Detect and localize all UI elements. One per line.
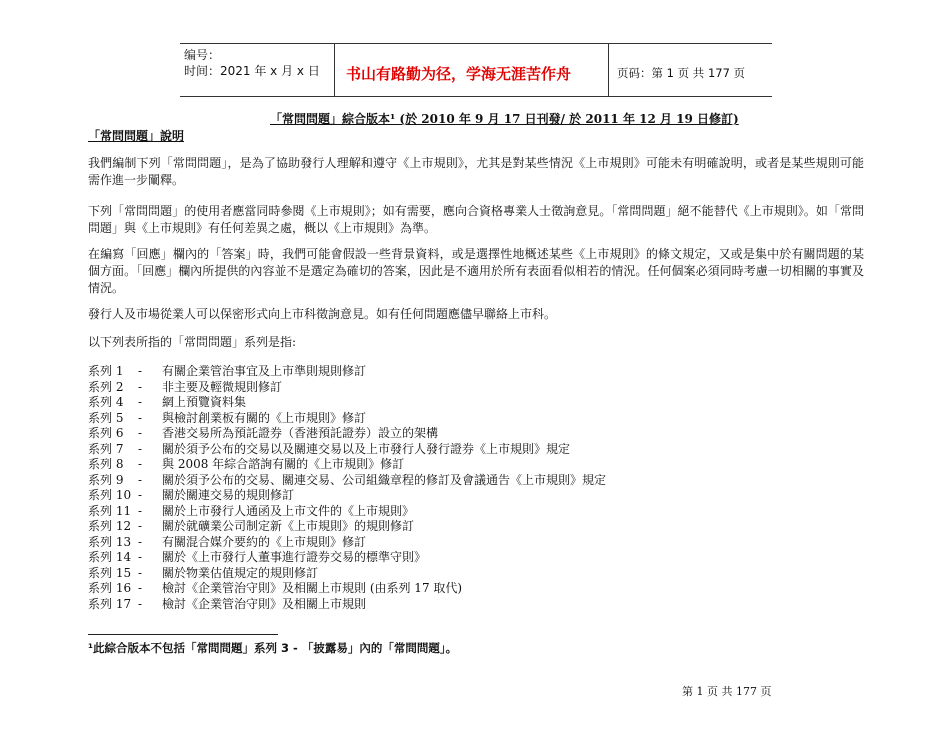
series-dash: - — [138, 550, 143, 564]
series-text: 關於《上市發行人董事進行證券交易的標準守則》 — [162, 550, 427, 564]
series-dash: - — [138, 596, 143, 611]
series-number: 系列 15 — [88, 565, 132, 580]
series-item — [88, 364, 606, 380]
series-number: 系列 6 — [88, 426, 124, 440]
series-number: 系列 12 — [88, 519, 132, 533]
paragraph-5: 以下列表所指的「常問問題」系列是指: — [88, 335, 297, 349]
series-dash: - — [138, 472, 143, 487]
paragraph-4: 發行人及市場從業人可以保密形式向上市科徵詢意見。如有任何問題應儘早聯絡上市科。 — [88, 307, 557, 321]
series-item — [88, 597, 606, 613]
footnote: ¹此綜合版本不包括「常問問題」系列 3 - 「披露易」內的「常問問題」。 — [88, 641, 458, 655]
series-item — [88, 550, 606, 566]
section-subtitle: 「常問問題」說明 — [88, 129, 185, 143]
series-text: 網上預覽資料集 — [162, 395, 247, 409]
series-dash: - — [138, 395, 143, 409]
series-text: 有關混合媒介要約的《上市規則》修訂 — [162, 534, 367, 549]
series-text: 有關企業管治事宜及上市準則規則修訂 — [162, 364, 367, 378]
series-dash: - — [138, 565, 143, 580]
series-number: 系列 14 — [88, 550, 132, 564]
series-item — [88, 426, 606, 442]
series-text: 關於須予公布的交易以及關連交易以及上市發行人發行證券《上市規則》規定 — [162, 441, 571, 456]
series-item — [88, 519, 606, 535]
series-dash: - — [138, 534, 143, 549]
series-number: 系列 7 — [88, 441, 124, 456]
header-number-label: 编号： — [184, 48, 221, 62]
series-item — [88, 566, 606, 582]
series-item — [88, 581, 606, 597]
series-number: 系列 4 — [88, 395, 124, 409]
series-list — [88, 364, 606, 612]
series-item — [88, 535, 606, 551]
series-dash: - — [138, 379, 143, 394]
series-text: 檢討《企業管治守則》及相關上市規則 (由系列 17 取代) — [162, 581, 463, 595]
series-number: 系列 10 — [88, 488, 132, 502]
series-item — [88, 411, 606, 427]
series-number: 系列 5 — [88, 410, 124, 425]
series-item — [88, 504, 606, 520]
paragraph-1: 我們編制下列「常問問題」，是為了協助發行人理解和遵守《上市規則》，尤其是對某些情況《上市規則》可能未有明確說明，或者是某些規則可能需作進一步闡釋。 — [88, 156, 864, 187]
series-item — [88, 488, 606, 504]
series-item — [88, 395, 606, 411]
series-number: 系列 9 — [88, 472, 124, 487]
series-text: 與檢討創業板有關的《上市規則》修訂 — [162, 410, 367, 425]
series-number: 系列 1 — [88, 364, 124, 378]
series-dash: - — [138, 488, 143, 502]
series-dash: - — [138, 581, 143, 595]
series-text: 關於物業估值規定的規則修訂 — [162, 565, 319, 580]
document-title: 「常問問題」綜合版本¹ (於 2010 年 9 月 17 日刊發/ 於 2011 年 12 月 19 日修訂) — [270, 112, 739, 126]
series-text: 香港交易所為預託證券（香港預託證券）設立的架構 — [162, 426, 439, 440]
series-text: 關於關連交易的規則修訂 — [162, 488, 295, 502]
header-time-label: 时间：2021 年 x 月 x 日 — [184, 64, 320, 78]
series-text: 與 2008 年綜合諮詢有關的《上市規則》修訂 — [162, 457, 405, 471]
series-number: 系列 8 — [88, 457, 124, 471]
series-dash: - — [138, 503, 143, 518]
series-dash: - — [138, 441, 143, 456]
series-dash: - — [138, 519, 143, 533]
series-dash: - — [138, 364, 143, 378]
series-item — [88, 457, 606, 473]
series-item — [88, 473, 606, 489]
series-number: 系列 16 — [88, 581, 132, 595]
series-text: 關於上市發行人通函及上市文件的《上市規則》 — [162, 503, 415, 518]
series-text: 檢討《企業管治守則》及相關上市規則 — [162, 596, 367, 611]
series-number: 系列 17 — [88, 596, 132, 611]
series-item — [88, 442, 606, 458]
series-number: 系列 2 — [88, 379, 124, 394]
header-divider — [334, 44, 335, 96]
header-divider — [608, 44, 609, 96]
series-number: 系列 13 — [88, 534, 132, 549]
series-dash: - — [138, 410, 143, 425]
series-text: 非主要及輕微規則修訂 — [162, 379, 283, 394]
header-page-label: 页码：第 1 页 共 177 页 — [617, 66, 746, 80]
page-header — [180, 43, 772, 97]
page-footer: 第 1 页 共 177 页 — [682, 685, 772, 698]
series-number: 系列 11 — [88, 503, 132, 518]
footnote-rule — [88, 634, 278, 635]
series-text: 關於就礦業公司制定新《上市規則》的規則修訂 — [162, 519, 415, 533]
series-dash: - — [138, 457, 143, 471]
series-item — [88, 380, 606, 396]
header-motto: 书山有路勤为径，学海无涯苦作舟 — [346, 65, 572, 83]
series-text: 關於須予公布的交易、關連交易、公司組織章程的修訂及會議通告《上市規則》規定 — [162, 472, 607, 487]
paragraph-3: 在編寫「回應」欄內的「答案」時，我們可能會假設一些背景資料，或是選擇性地概述某些《上市規則》的條文規定，又或是集中於有關問題的某個方面。「回應」欄內所提供的內容並不是選定為確切的答案，因此是不適用於所有表面看似相若的情況。任何個案必須同時考慮一切相關的事實及情況。 — [88, 247, 864, 295]
paragraph-2: 下列「常問問題」的使用者應當同時參閱《上市規則》；如有需要，應向合資格專業人士徵詢意見。「常問問題」絕不能替代《上市規則》。如「常問問題」與《上市規則》有任何差異之處，概以《上市規則》為準。 — [88, 204, 864, 235]
series-dash: - — [138, 426, 143, 440]
